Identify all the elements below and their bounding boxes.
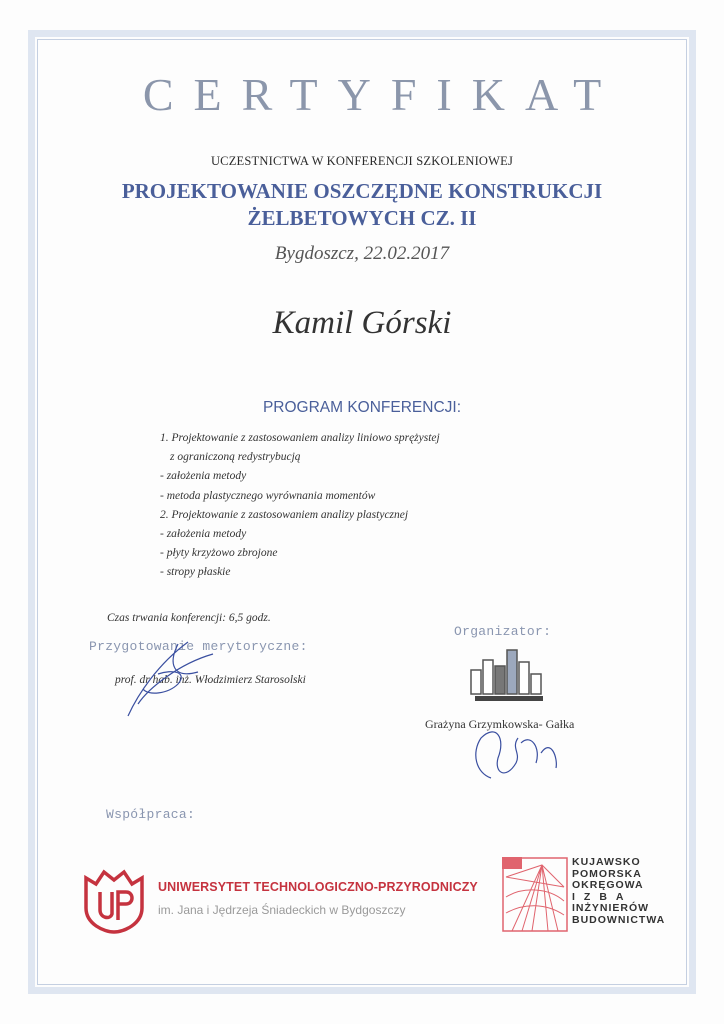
program-item: z ograniczoną redystrybucją [170,451,301,464]
program-item: - założenia metody [160,528,247,541]
utp-subname: im. Jana i Jędrzeja Śniadeckich w Bydgoszczy [158,903,406,917]
kpoiib-line: POMORSKA [572,867,642,880]
organizer-label: Organizator: [454,624,552,639]
kpoiib-line: INŻYNIERÓW [572,902,650,914]
place-date: Bygdoszcz, 22.02.2017 [274,243,450,264]
program-list [160,429,580,583]
conference-title-line2: ŻELBETOWYCH CZ. II [247,206,477,230]
certificate-subtitle: UCZESTNICTWA W KONFERENCJI SZKOLENIOWEJ [210,154,514,168]
certificate-title: CERTYFIKAT [142,69,622,120]
kpoiib-line: OKRĘGOWA [572,879,644,891]
kpoiib-line: IZBA [572,890,633,903]
program-item: - założenia metody [160,470,247,483]
program-item: - metoda plastycznego wyrównania momentów [160,489,376,502]
cooperation-label: Współpraca: [106,807,196,822]
program-item: 2. Projektowanie z zastosowaniem analizy plastycznej [160,508,409,521]
conference-title [0,178,724,232]
kpoiib-logo [502,857,568,932]
utp-name: UNIWERSYTET TECHNOLOGICZNO-PRZYRODNICZY [158,880,478,894]
utp-logo [78,858,150,934]
participant-name: Kamil Górski [272,305,452,341]
conference-duration: Czas trwania konferencji: 6,5 godz. [107,612,271,624]
kpoiib-line: BUDOWNICTWA [572,913,666,926]
kpoiib-name [572,857,665,926]
conference-title-line1: PROJEKTOWANIE OSZCZĘDNE KONSTRUKCJI [121,179,603,203]
prepared-label: Przygotowanie merytoryczne: [89,639,308,654]
program-item: - stropy płaskie [160,566,231,579]
kpoiib-line: KUJAWSKO [572,856,641,868]
signature-starosolski [118,634,218,720]
program-heading: PROGRAM KONFERENCJI: [262,399,462,416]
organizer-person: Grażyna Grzymkowska- Gałka [425,717,575,731]
program-item: - płyty krzyżowo zbrojone [160,547,278,560]
archmedia-logo [469,646,549,702]
signature-grzymkowska [466,718,566,784]
prepared-by-name: prof. dr hab. inż. Włodzimierz Starosolski [115,674,306,686]
program-item: 1. Projektowanie z zastosowaniem analizy liniowo sprężystej [160,432,440,444]
